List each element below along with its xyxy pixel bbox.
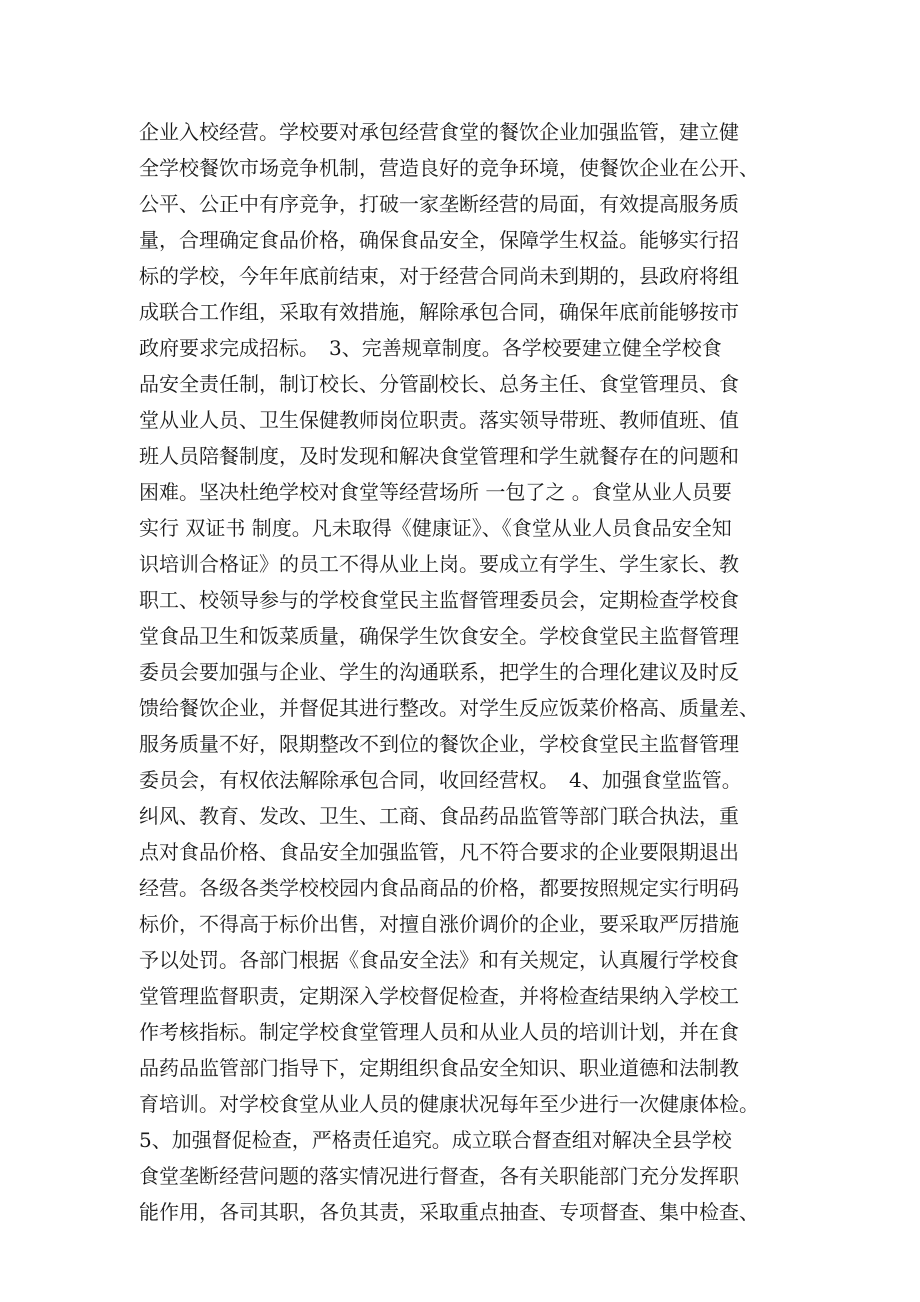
text-line: 5、加强督促检查，严格责任追究。成立联合督查组对解决全县学校 <box>139 1128 732 1152</box>
text-line: 全学校餐饮市场竞争机制，营造良好的竞争环境，使餐饮企业在公开、 <box>139 156 759 180</box>
text-line: 公平、公正中有序竞争，打破一家垄断经营的局面，有效提高服务质 <box>139 192 739 216</box>
text-line: 纠风、教育、发改、卫生、工商、食品药品监管等部门联合执法，重 <box>139 804 739 828</box>
text-line: 量，合理确定食品价格，确保食品安全，保障学生权益。能够实行招 <box>139 228 739 252</box>
text-line: 育培训。对学校食堂从业人员的健康状况每年至少进行一次健康体检。 <box>139 1092 759 1116</box>
text-line: 标的学校，今年年底前结束，对于经营合同尚未到期的，县政府将组 <box>139 264 739 288</box>
text-line: 经营。各级各类学校校园内食品商品的价格，都要按照规定实行明码 <box>139 876 739 900</box>
text-line: 能作用，各司其职，各负其责，采取重点抽查、专项督查、集中检查、 <box>139 1200 759 1224</box>
text-line: 困难。坚决杜绝学校对食堂等经营场所 一包了之 。食堂从业人员要 <box>139 480 732 504</box>
text-line: 实行 双证书 制度。凡未取得《健康证》、《食堂从业人员食品安全知 <box>139 516 732 540</box>
document-body <box>139 114 799 1230</box>
text-line: 堂管理监督职责，定期深入学校督促检查，并将检查结果纳入学校工 <box>139 984 739 1008</box>
text-line: 委员会，有权依法解除承包合同，收回经营权。 4、加强食堂监管。 <box>139 768 742 792</box>
text-line: 点对食品价格、食品安全加强监管，凡不符合要求的企业要限期退出 <box>139 840 739 864</box>
text-line: 班人员陪餐制度，及时发现和解决食堂管理和学生就餐存在的问题和 <box>139 444 739 468</box>
text-line: 职工、校领导参与的学校食堂民主监督管理委员会，定期检查学校食 <box>139 588 739 612</box>
text-line: 食堂垄断经营问题的落实情况进行督查，各有关职能部门充分发挥职 <box>139 1164 739 1188</box>
text-line: 品药品监管部门指导下，定期组织食品安全知识、职业道德和法制教 <box>139 1056 739 1080</box>
text-line: 服务质量不好，限期整改不到位的餐饮企业，学校食堂民主监督管理 <box>139 732 739 756</box>
text-line: 堂食品卫生和饭菜质量，确保学生饮食安全。学校食堂民主监督管理 <box>139 624 739 648</box>
text-line: 予以处罚。各部门根据《食品安全法》和有关规定，认真履行学校食 <box>139 948 739 972</box>
text-line: 企业入校经营。学校要对承包经营食堂的餐饮企业加强监管，建立健 <box>139 120 739 144</box>
text-line: 品安全责任制，制订校长、分管副校长、总务主任、食堂管理员、食 <box>139 372 739 396</box>
text-line: 馈给餐饮企业，并督促其进行整改。对学生反应饭菜价格高、质量差、 <box>139 696 759 720</box>
text-line: 堂从业人员、卫生保健教师岗位职责。落实领导带班、教师值班、值 <box>139 408 739 432</box>
text-line: 委员会要加强与企业、学生的沟通联系，把学生的合理化建议及时反 <box>139 660 739 684</box>
text-line: 标价，不得高于标价出售，对擅自涨价调价的企业，要采取严厉措施 <box>139 912 739 936</box>
text-line: 识培训合格证》的员工不得从业上岗。要成立有学生、学生家长、教 <box>139 552 739 576</box>
text-line: 作考核指标。制定学校食堂管理人员和从业人员的培训计划，并在食 <box>139 1020 739 1044</box>
text-line: 成联合工作组，采取有效措施，解除承包合同，确保年底前能够按市 <box>139 300 739 324</box>
text-line: 政府要求完成招标。 3、完善规章制度。各学校要建立健全学校食 <box>139 336 722 360</box>
